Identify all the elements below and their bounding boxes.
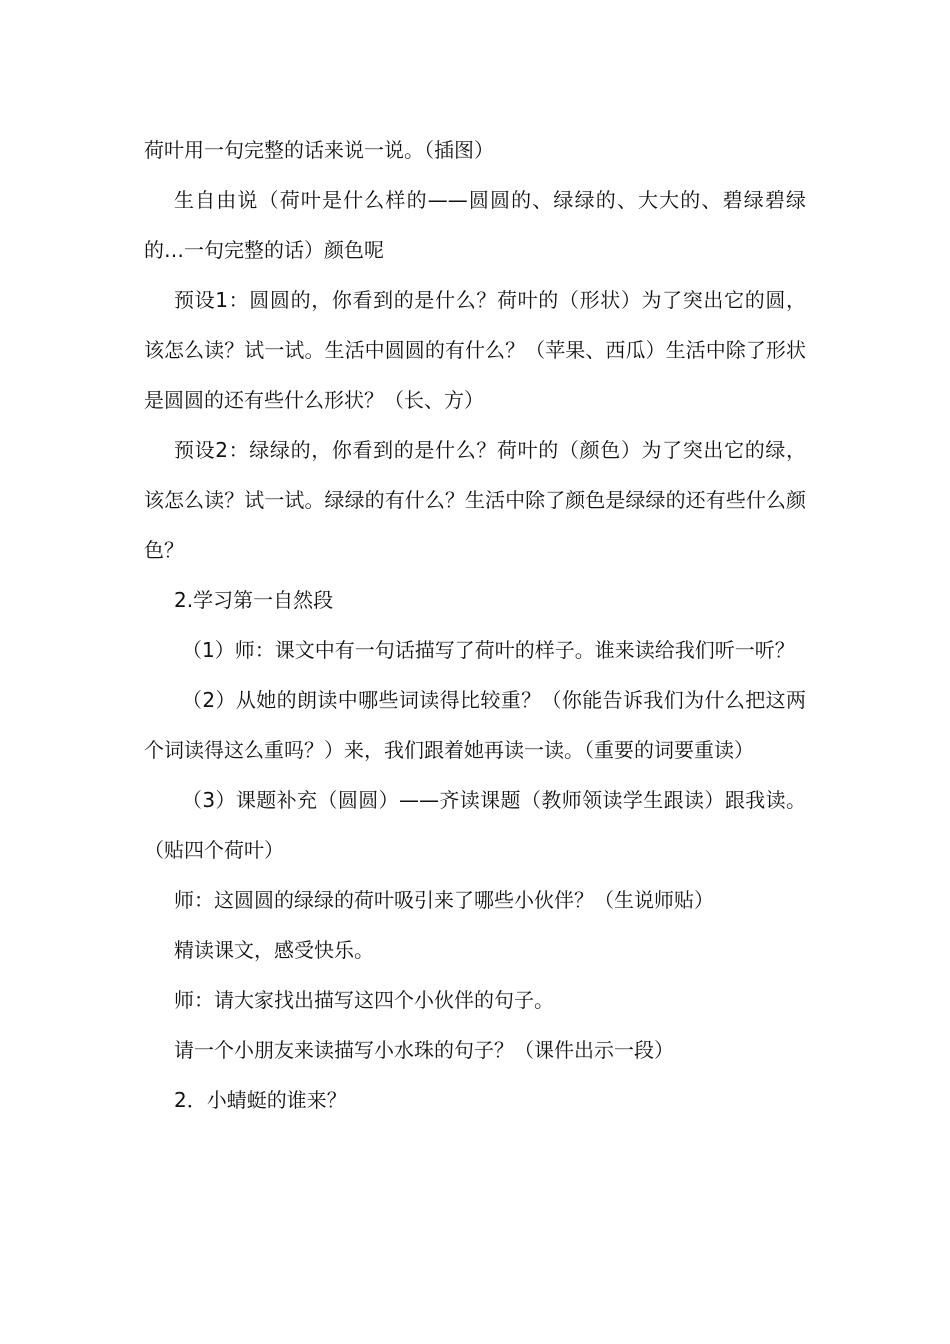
- paragraph-item-3: （3）课题补充（圆圆）——齐读课题（教师领读学生跟读）跟我读。（贴四个荷叶）: [144, 788, 806, 862]
- paragraph-3: 预设1：圆圆的，你看到的是什么？荷叶的（形状）为了突出它的圆，该怎么读？试一试。生活中圆圆的有什么？（苹果、西瓜）生活中除了形状是圆圆的还有些什么形状？（长、方）: [144, 288, 806, 412]
- paragraph-teacher-2: 师：请大家找出描写这四个小伙伴的句子。: [174, 988, 554, 1012]
- paragraph-item-2: （2）从她的朗读中哪些词读得比较重？（你能告诉我们为什么把这两个词读得这么重吗？）来，我们跟着她再读一读。（重要的词要重读）: [144, 688, 806, 762]
- document-body: [144, 125, 806, 1125]
- paragraph-4: 预设2：绿绿的，你看到的是什么？荷叶的（颜色）为了突出它的绿，该怎么读？试一试。绿绿的有什么？生活中除了颜色是绿绿的还有些什么颜色？: [144, 438, 806, 562]
- paragraph-dragonfly: 2．小蜻蜓的谁来？: [174, 1088, 347, 1112]
- paragraph-water-drop: 请一个小朋友来读描写小水珠的句子？（课件出示一段）: [174, 1038, 674, 1062]
- paragraph-item-1: （1）师：课文中有一句话描写了荷叶的样子。谁来读给我们听一听？: [182, 638, 795, 662]
- paragraph-2: 生自由说（荷叶是什么样的——圆圆的、绿绿的、大大的、碧绿碧绿的…一句完整的话）颜色呢: [144, 188, 806, 262]
- section-heading-2: 2.学习第一自然段: [174, 588, 334, 612]
- paragraph-1: 荷叶用一句完整的话来说一说。（插图）: [144, 138, 494, 162]
- paragraph-close-reading: 精读课文，感受快乐。: [174, 938, 374, 962]
- paragraph-teacher-1: 师：这圆圆的绿绿的荷叶吸引来了哪些小伙伴？（生说师贴）: [174, 888, 714, 912]
